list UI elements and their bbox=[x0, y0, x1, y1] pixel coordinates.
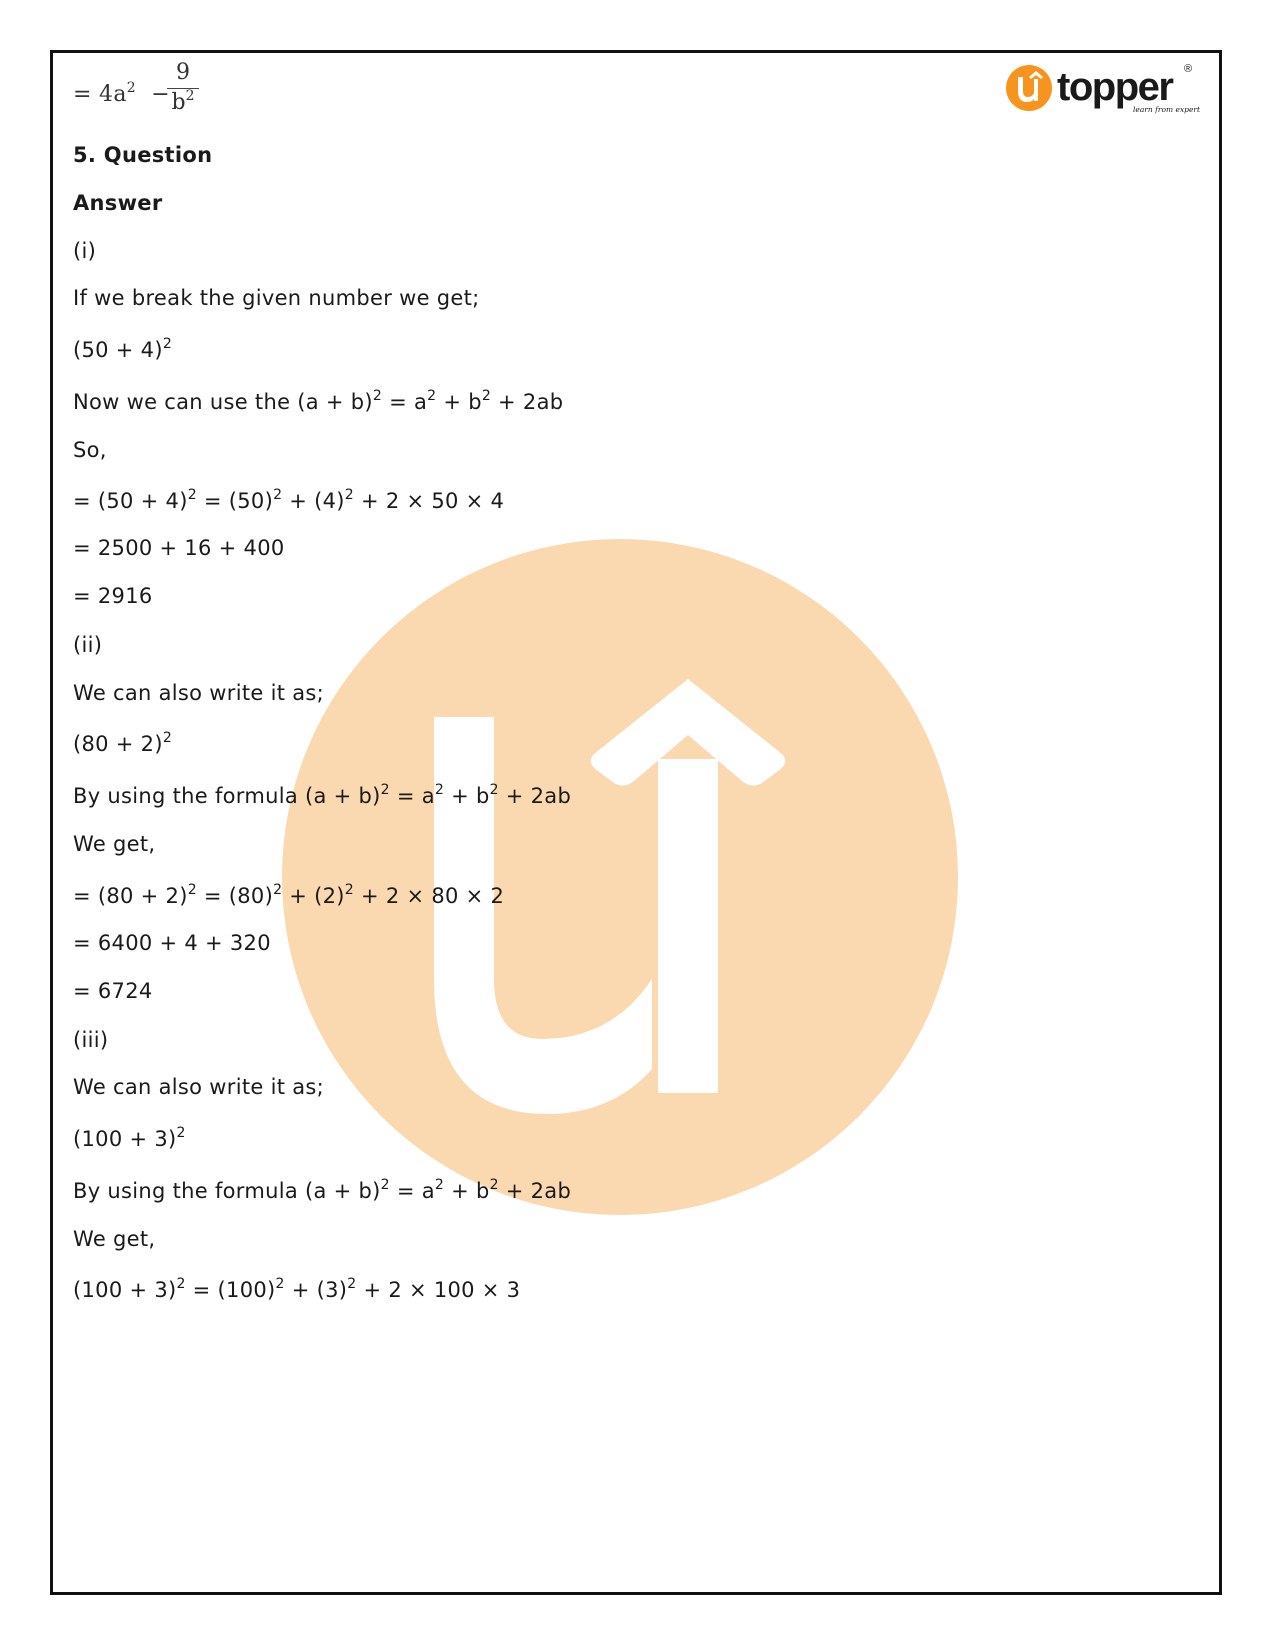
we-get-text: We get, bbox=[73, 1227, 156, 1251]
brand-tagline: learn from experts bbox=[1133, 105, 1200, 114]
part-intro: We can also write it as; bbox=[73, 681, 324, 705]
registered-mark: ® bbox=[1184, 63, 1193, 75]
fraction bbox=[167, 60, 199, 117]
exponent: 2 bbox=[126, 80, 136, 96]
denominator: $b^2$ bbox=[171, 88, 195, 115]
question-heading: 5. Question bbox=[73, 143, 213, 167]
expr-text: = 4a bbox=[73, 82, 127, 107]
part-intro: If we break the given number we get; bbox=[73, 286, 480, 310]
formula-line: Now we can use the $(a + b)^2 = a^2 + b^2 + 2ab$ bbox=[73, 388, 564, 414]
u-arrow-up-icon bbox=[1006, 65, 1052, 111]
topper-logo bbox=[1005, 58, 1200, 126]
step-line: = $(50 + 4)^2 = (50)^2 + (4)^2 + 2 \times 50 \times 4$ bbox=[73, 487, 505, 513]
step-line: = 2500 + 16 + 400 bbox=[73, 536, 285, 560]
part-label: (i) bbox=[73, 239, 97, 263]
top-expression bbox=[73, 82, 170, 108]
u-arrow-up-watermark bbox=[282, 539, 958, 1215]
formula-line: By using the formula $(a + b)^2 = a^2 + b^2 + 2ab$ bbox=[73, 782, 572, 808]
expression: $(50 + 4)^2$ bbox=[73, 336, 173, 362]
step-line: = $(80 + 2)^2 = (80)^2 + (2)^2 + 2 \times 80 \times 2$ bbox=[73, 882, 505, 908]
formula-line: By using the formula $(a + b)^2 = a^2 + b^2 + 2ab$ bbox=[73, 1177, 572, 1203]
we-get-text: We get, bbox=[73, 832, 156, 856]
brand-name: topper bbox=[1057, 65, 1173, 109]
expression: $(100 + 3)^2$ bbox=[73, 1125, 186, 1151]
part-label: (iii) bbox=[73, 1028, 109, 1052]
step-line: = 6400 + 4 + 320 bbox=[73, 931, 271, 955]
result-line: = 6724 bbox=[73, 979, 153, 1003]
result-line: = 2916 bbox=[73, 584, 153, 608]
part-label: (ii) bbox=[73, 633, 103, 657]
minus-sign: − bbox=[151, 82, 170, 107]
expression: $(80 + 2)^2$ bbox=[73, 730, 173, 756]
so-text: So, bbox=[73, 438, 107, 462]
answer-heading: Answer bbox=[73, 191, 163, 215]
part-intro: We can also write it as; bbox=[73, 1075, 324, 1099]
numerator: 9 bbox=[167, 60, 199, 89]
step-line: $(100 + 3)^2 = (100)^2 + (3)^2 + 2 \times 100 \times 3$ bbox=[73, 1276, 521, 1302]
